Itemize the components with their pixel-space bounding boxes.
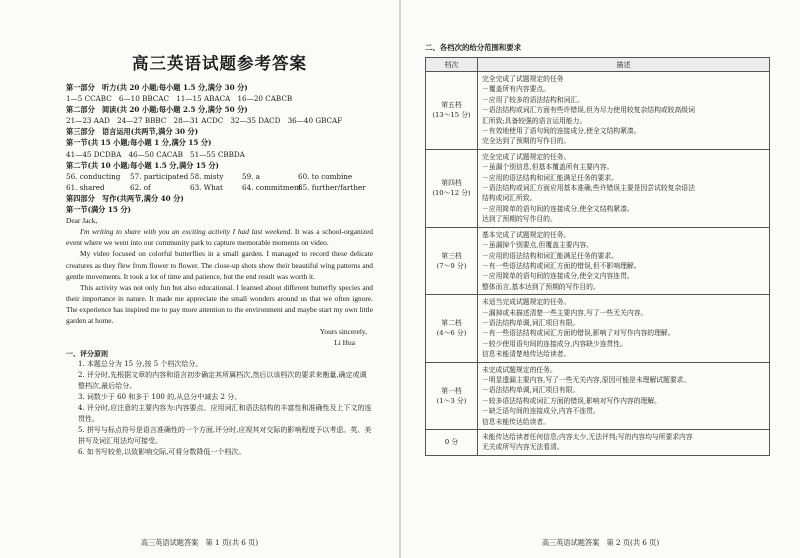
- description-line: －覆盖所有内容要点。: [482, 85, 550, 94]
- grade-level-cell: [426, 149, 478, 227]
- principle-item: 4. 评分时,应注意的主要内容为:内容要点、应用词汇和语法结构的丰富性和准确性及上下文的连贯性。: [78, 404, 372, 424]
- fill-answer: 64. commitment: [242, 182, 302, 192]
- description-line: －虽漏个别信息,但基本覆盖所有主要内容。: [482, 163, 614, 172]
- table-row: [426, 295, 770, 362]
- grade-level-name: 第五档: [441, 101, 462, 110]
- description-line: 完全完成了试题规定的任务。: [482, 152, 571, 161]
- grade-level-name: 第三档: [441, 251, 462, 260]
- description-line: 基本完成了试题规定的任务。: [482, 230, 571, 239]
- table-row: [426, 227, 770, 294]
- description-line: 未能传达给读者任何信息;内容太少,无法评判;写的内容均与所要求内容: [482, 433, 693, 441]
- letter-paragraph-3: This activity was not only fun but also educational. I learned about different butterfly species and their importance in nature. It made me appreciate the small wonders around us that we often ignore. The experience has inspired me to pay more attention to the environment and maybe start my own little garden at home.: [66, 282, 373, 325]
- answer-key-page-1: [0, 0, 399, 558]
- description-line: －虽漏掉个别要点,但覆盖主要内容。: [482, 241, 593, 250]
- description-line: －有一些语法结构或词汇方面的错误,但不影响理解。: [482, 261, 641, 270]
- description-line: 结构或词汇所致。: [482, 194, 537, 203]
- fill-answers-row-2: [66, 182, 373, 193]
- description-line: －应用的语法结构和词汇能满足任务的要求。: [482, 251, 618, 260]
- description-line: 完全达到了预期的写作目的。: [482, 137, 571, 146]
- description-line: －有效地使用了语句间的连接成分,使全文结构紧凑。: [482, 127, 641, 136]
- grade-level-name: 第一档: [441, 386, 462, 395]
- description-line: 无关或所写内容无法看清。: [482, 443, 564, 452]
- table-row: [426, 430, 770, 456]
- grading-section-title: 二、各档次的给分范围和要求: [425, 43, 522, 52]
- description-line: 信息未能传达给读者。: [482, 417, 550, 426]
- grade-level-name: 第四档: [441, 179, 462, 188]
- part1-answers: 1—5 CCABC 6—10 BBCAC 11—15 ABACA 16—20 CABCB: [66, 94, 293, 104]
- part4-heading: 第四部分 写作(共两节,满分 40 分): [66, 193, 184, 203]
- grade-level-range: (10～12 分): [432, 189, 471, 198]
- fill-answer: 60. to combine: [298, 171, 353, 181]
- section1-answers: 41—45 DCDBA 46—50 CACAB 51—55 CBBDA: [66, 149, 245, 159]
- fill-answer: 63. What: [190, 182, 223, 192]
- table-row: [426, 72, 770, 150]
- grade-level-cell: [426, 295, 478, 362]
- description-line: 汇所致;具备较强的语言运用能力。: [482, 116, 587, 125]
- part4-section1-heading: 第一节(满分 15 分): [66, 205, 131, 215]
- description-line: －语法结构或词汇方面应用基本准确,些许错误主要是因尝试较复杂语法: [482, 184, 695, 193]
- principle-item: 5. 拼写与标点符号是语言准确性的一个方面,评分时,应视其对交际的影响程度予以考虑。英、美拼写及词汇用法均可接受。: [78, 426, 372, 446]
- fill-answer: 57. participated: [130, 171, 189, 181]
- part3-heading: 第三部分 语言运用(共两节,满分 30 分): [66, 127, 199, 137]
- principle-item: 3. 词数少于 60 和多于 100 的,从总分中减去 2 分。: [78, 393, 242, 402]
- description-line: －明显遗漏主要内容,写了一些无关内容,原因可能是未理解试题要求。: [482, 375, 691, 384]
- description-line: －有一些语法结构或词汇方面的错误,影响了对写作内容的理解。: [482, 329, 675, 338]
- part2-heading: 第二部分 阅读(共 20 小题;每小题 2.5 分,满分 50 分): [66, 105, 248, 115]
- principle-item: 1. 本题总分为 15 分,按 5 个档次给分。: [78, 360, 203, 369]
- description-line: 完全完成了试题规定的任务: [482, 75, 564, 83]
- grade-description-cell: [478, 149, 770, 227]
- principles-heading: 一、评分原则: [66, 349, 108, 359]
- description-line: 整体而言,基本达到了预期的写作目的。: [482, 282, 600, 291]
- description-line: －应用简单的语句间的连接成分,使全文内容连贯。: [482, 272, 634, 281]
- fill-answer: 56. conducting: [66, 171, 121, 181]
- grade-description-cell: [478, 295, 770, 362]
- grade-level-range: (4～6 分): [436, 329, 467, 338]
- fill-answer: 61. shared: [66, 182, 105, 192]
- letter-closing: Yours sincerely,: [319, 327, 367, 337]
- fill-answer: 65. further/farther: [298, 182, 366, 192]
- column-header-description: 描述: [478, 58, 770, 72]
- part2-answers: 21—23 AAD 24—27 BBBC 28—31 ACDC 32—35 DACD 36—40 GBCAF: [66, 116, 343, 126]
- principle-item: 2. 评分时,先根据文章的内容和语言初步确定其所属档次,然后以该档次的要求来衡量,确定或调整档次,最后给分。: [78, 371, 367, 391]
- description-line: 信息未能清楚地传达给读者。: [482, 350, 571, 359]
- answer-key-page-2: [401, 0, 800, 558]
- grade-description-cell: [478, 362, 770, 429]
- description-line: －较少使用语句间的连接成分,内容缺少连贯性。: [482, 339, 627, 348]
- grade-description-cell: [478, 72, 770, 150]
- description-line: －语法结构单调,词汇项目有限。: [482, 318, 580, 327]
- letter-salutation: Dear Jack,: [66, 216, 98, 226]
- table-row: [426, 362, 770, 429]
- scoring-principles: [66, 348, 373, 458]
- description-line: －语法结构单调,词汇项目有限。: [482, 386, 580, 395]
- grade-level-cell: [426, 227, 478, 294]
- section1-heading: 第一节(共 15 小题;每小题 1 分,满分 15 分): [66, 138, 212, 148]
- table-row: [426, 149, 770, 227]
- grade-level-cell: [426, 430, 478, 456]
- fill-answers-row-1: [66, 171, 373, 182]
- description-line: 达到了预期的写作目的。: [482, 215, 557, 224]
- description-line: 未完成试题规定的任务。: [482, 365, 557, 374]
- grade-level-range: (1～3 分): [436, 396, 467, 405]
- description-line: －语法结构或词汇方面有些许错误,但为尽力使用较复杂结构或较高级词: [482, 106, 695, 115]
- description-line: －应用的语法结构和词汇能满足任务的要求。: [482, 173, 618, 182]
- letter-signature: Li Hua: [334, 338, 355, 348]
- grade-level-name: 第二档: [441, 319, 462, 328]
- grade-level-cell: [426, 362, 478, 429]
- grade-level-name: 0 分: [444, 438, 459, 447]
- grade-level-range: (7～9 分): [436, 261, 467, 270]
- page-footer: 高三英语试题答案 第 1 页(共 6 页): [140, 538, 259, 547]
- grade-description-cell: [478, 430, 770, 456]
- principle-item: 6. 如书写较差,以致影响交际,可将分数降低一个档次。: [78, 448, 246, 457]
- grading-table: [425, 57, 770, 456]
- document-title: 高三英语试题参考答案: [132, 54, 307, 73]
- description-line: 未适当完成试题规定的任务。: [482, 298, 571, 307]
- page-footer: 高三英语试题答案 第 2 页(共 6 页): [541, 538, 660, 547]
- description-line: －缺乏语句间的连接成分,内容不连贯。: [482, 407, 600, 416]
- description-line: －较多语法结构或词汇方面的错误,影响对写作内容的理解。: [482, 396, 661, 405]
- fill-answer: 59. a: [242, 171, 261, 181]
- letter-paragraph-1: I'm writing to share with you an exciting activity I had last weekend. It was a school-organized event where we went into our community park to capture memorable moments on video.: [66, 227, 374, 248]
- description-line: －应用简单的语句间的连接成分,使全文结构紧凑。: [482, 204, 634, 213]
- description-line: －应用了较多的语法结构和词汇。: [482, 95, 584, 104]
- fill-answer: 62. of: [130, 182, 151, 192]
- column-header-level: 档次: [426, 58, 478, 72]
- grade-description-cell: [478, 227, 770, 294]
- table-header-row: [426, 58, 770, 72]
- sample-letter: [66, 215, 373, 348]
- description-line: －漏掉或未描述清楚一些主要内容,写了一些无关内容。: [482, 308, 648, 317]
- letter-paragraph-2: My video focused on colorful butterflies in a small garden. I managed to record these delicate creatures as they flew from flower to flower. The close-up shots show their beautiful wing patterns and gentle movements. It took a lot of time and patience, but the end result was worth it.: [66, 249, 373, 281]
- fill-answer: 58. misty: [190, 171, 224, 181]
- grade-level-cell: [426, 72, 478, 150]
- part1-heading: 第一部分 听力(共 20 小题;每小题 1.5 分,满分 30 分): [66, 83, 248, 92]
- grade-level-range: (13～15 分): [432, 111, 471, 120]
- section2-heading: 第二节(共 10 小题;每小题 1.5 分,满分 15 分): [66, 160, 219, 170]
